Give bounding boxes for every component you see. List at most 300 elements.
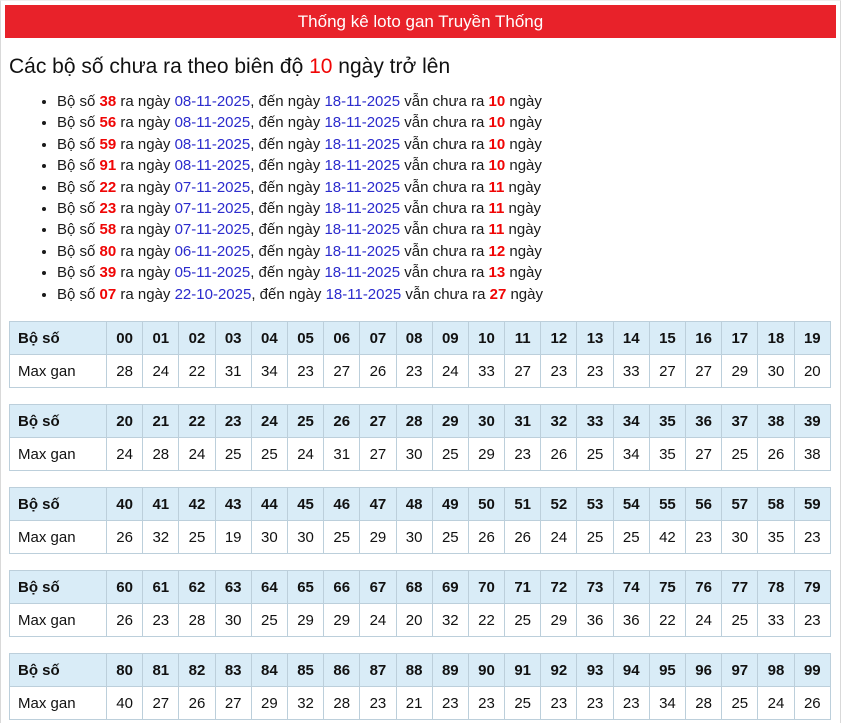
bo-so-cell-68: 68 — [396, 571, 432, 604]
gan-item-ra-ngay-label: ra ngày — [116, 157, 175, 175]
gan-item-prefix: Bộ số — [57, 135, 100, 153]
gan-item-days: 13 — [488, 264, 506, 282]
max-gan-value-38: 26 — [758, 438, 794, 471]
max-gan-value-19: 20 — [794, 355, 830, 388]
max-gan-value-09: 24 — [432, 355, 468, 388]
max-gan-value-98: 24 — [758, 687, 794, 720]
gan-item-number: 39 — [99, 264, 117, 282]
max-gan-value-91: 25 — [505, 687, 541, 720]
bo-so-cell-15: 15 — [649, 322, 685, 355]
intro-heading — [9, 54, 836, 80]
bo-so-cell-06: 06 — [324, 322, 360, 355]
gan-list-item — [57, 219, 836, 240]
max-gan-value-26: 31 — [324, 438, 360, 471]
bo-so-cell-01: 01 — [143, 322, 179, 355]
intro-suffix: ngày trở lên — [332, 55, 451, 78]
bo-so-cell-92: 92 — [541, 654, 577, 687]
gan-item-suffix: ngày — [506, 285, 543, 303]
max-gan-value-44: 30 — [251, 521, 287, 554]
gan-item-den-ngay-label: , đến ngày — [250, 114, 325, 132]
bo-so-cell-61: 61 — [143, 571, 179, 604]
gan-item-van-chua-ra-label: vẫn chưa ra — [401, 285, 490, 303]
bo-so-cell-55: 55 — [649, 488, 685, 521]
max-gan-row-label: Max gan — [10, 355, 107, 388]
max-gan-table-60-79 — [9, 570, 831, 637]
gan-item-prefix: Bộ số — [57, 93, 100, 110]
bo-so-cell-14: 14 — [613, 322, 649, 355]
max-gan-value-43: 19 — [215, 521, 251, 554]
gan-item-prefix: Bộ số — [57, 178, 100, 196]
bo-so-cell-31: 31 — [505, 405, 541, 438]
bo-so-cell-12: 12 — [541, 322, 577, 355]
bo-so-cell-21: 21 — [143, 405, 179, 438]
max-gan-value-88: 21 — [396, 687, 432, 720]
bo-so-cell-19: 19 — [794, 322, 830, 355]
intro-threshold: 10 — [309, 55, 333, 78]
bo-so-cell-78: 78 — [758, 571, 794, 604]
gan-item-ra-ngay-label: ra ngày — [116, 178, 175, 196]
max-gan-value-27: 27 — [360, 438, 396, 471]
bo-so-cell-00: 00 — [107, 322, 143, 355]
gan-item-from-date: 07-11-2025 — [174, 221, 251, 239]
max-gan-value-59: 23 — [794, 521, 830, 554]
max-gan-value-84: 29 — [251, 687, 287, 720]
max-gan-value-77: 25 — [722, 604, 758, 637]
gan-item-van-chua-ra-label: vẫn chưa ra — [400, 221, 489, 239]
bo-so-cell-24: 24 — [251, 405, 287, 438]
gan-item-van-chua-ra-label: vẫn chưa ra — [400, 114, 489, 132]
gan-item-from-date: 08-11-2025 — [174, 157, 251, 175]
max-gan-value-74: 36 — [613, 604, 649, 637]
max-gan-value-25: 24 — [287, 438, 323, 471]
max-gan-value-53: 25 — [577, 521, 613, 554]
bo-so-cell-83: 83 — [215, 654, 251, 687]
max-gan-value-69: 32 — [432, 604, 468, 637]
bo-so-cell-60: 60 — [107, 571, 143, 604]
max-gan-value-01: 24 — [143, 355, 179, 388]
max-gan-value-94: 23 — [613, 687, 649, 720]
gan-list-item — [57, 177, 836, 198]
max-gan-value-70: 22 — [468, 604, 504, 637]
bo-so-cell-38: 38 — [758, 405, 794, 438]
gan-item-days: 10 — [488, 135, 506, 153]
max-gan-value-99: 26 — [794, 687, 830, 720]
gan-item-to-date: 18-11-2025 — [324, 114, 401, 132]
gan-item-prefix: Bộ số — [57, 157, 100, 175]
max-gan-table-00-19 — [9, 321, 831, 388]
max-gan-value-92: 23 — [541, 687, 577, 720]
max-gan-value-35: 35 — [649, 438, 685, 471]
max-gan-value-13: 23 — [577, 355, 613, 388]
bo-so-cell-98: 98 — [758, 654, 794, 687]
gan-list-item — [57, 112, 836, 133]
max-gan-value-47: 29 — [360, 521, 396, 554]
bo-so-cell-48: 48 — [396, 488, 432, 521]
gan-item-from-date: 22-10-2025 — [174, 285, 252, 303]
page-title: Thống kê loto gan Truyền Thống — [297, 12, 544, 31]
bo-so-cell-09: 09 — [432, 322, 468, 355]
bo-so-cell-08: 08 — [396, 322, 432, 355]
gan-item-days: 10 — [488, 93, 506, 110]
gan-item-number: 80 — [99, 242, 117, 260]
bo-so-cell-36: 36 — [686, 405, 722, 438]
bo-so-cell-46: 46 — [324, 488, 360, 521]
max-gan-value-54: 25 — [613, 521, 649, 554]
gan-item-to-date: 18-11-2025 — [324, 242, 401, 260]
max-gan-value-45: 30 — [287, 521, 323, 554]
max-gan-value-04: 34 — [251, 355, 287, 388]
gan-item-from-date: 08-11-2025 — [174, 135, 251, 153]
max-gan-value-48: 30 — [396, 521, 432, 554]
max-gan-value-12: 23 — [541, 355, 577, 388]
max-gan-value-75: 22 — [649, 604, 685, 637]
bo-so-cell-25: 25 — [287, 405, 323, 438]
gan-item-number: 58 — [99, 221, 117, 239]
bo-so-header-label: Bộ số — [10, 322, 107, 355]
bo-so-header-label: Bộ số — [10, 405, 107, 438]
max-gan-value-03: 31 — [215, 355, 251, 388]
bo-so-header-row — [10, 571, 831, 604]
max-gan-value-76: 24 — [686, 604, 722, 637]
gan-item-van-chua-ra-label: vẫn chưa ra — [400, 157, 489, 175]
max-gan-tables — [5, 321, 836, 720]
bo-so-cell-17: 17 — [722, 322, 758, 355]
max-gan-value-42: 25 — [179, 521, 215, 554]
bo-so-header-row — [10, 488, 831, 521]
bo-so-cell-42: 42 — [179, 488, 215, 521]
gan-item-ra-ngay-label: ra ngày — [116, 242, 175, 260]
gan-item-van-chua-ra-label: vẫn chưa ra — [400, 264, 489, 282]
max-gan-value-64: 25 — [251, 604, 287, 637]
max-gan-value-78: 33 — [758, 604, 794, 637]
bo-so-cell-67: 67 — [360, 571, 396, 604]
gan-item-to-date: 18-11-2025 — [324, 221, 401, 239]
bo-so-cell-23: 23 — [215, 405, 251, 438]
max-gan-value-73: 36 — [577, 604, 613, 637]
max-gan-value-79: 23 — [794, 604, 830, 637]
max-gan-value-58: 35 — [758, 521, 794, 554]
max-gan-value-17: 29 — [722, 355, 758, 388]
gan-item-days: 27 — [489, 285, 507, 303]
bo-so-cell-44: 44 — [251, 488, 287, 521]
max-gan-value-14: 33 — [613, 355, 649, 388]
bo-so-cell-10: 10 — [468, 322, 504, 355]
max-gan-value-67: 24 — [360, 604, 396, 637]
bo-so-cell-64: 64 — [251, 571, 287, 604]
gan-item-den-ngay-label: , đến ngày — [250, 221, 325, 239]
max-gan-value-16: 27 — [686, 355, 722, 388]
gan-item-to-date: 18-11-2025 — [324, 264, 401, 282]
max-gan-value-50: 26 — [468, 521, 504, 554]
bo-so-cell-93: 93 — [577, 654, 613, 687]
max-gan-value-82: 26 — [179, 687, 215, 720]
bo-so-cell-89: 89 — [432, 654, 468, 687]
gan-item-van-chua-ra-label: vẫn chưa ra — [400, 200, 489, 218]
bo-so-cell-03: 03 — [215, 322, 251, 355]
max-gan-value-row — [10, 604, 831, 637]
gan-item-suffix: ngày — [504, 200, 542, 218]
gan-list-item — [57, 284, 836, 305]
max-gan-value-40: 26 — [107, 521, 143, 554]
bo-so-cell-82: 82 — [179, 654, 215, 687]
gan-item-ra-ngay-label: ra ngày — [116, 93, 175, 110]
max-gan-value-72: 29 — [541, 604, 577, 637]
bo-so-cell-76: 76 — [686, 571, 722, 604]
max-gan-table-40-59 — [9, 487, 831, 554]
bo-so-header-label: Bộ số — [10, 654, 107, 687]
max-gan-value-02: 22 — [179, 355, 215, 388]
gan-item-days: 10 — [488, 157, 506, 175]
max-gan-value-83: 27 — [215, 687, 251, 720]
max-gan-value-56: 23 — [686, 521, 722, 554]
bo-so-cell-53: 53 — [577, 488, 613, 521]
bo-so-cell-52: 52 — [541, 488, 577, 521]
max-gan-value-90: 23 — [468, 687, 504, 720]
gan-item-number: 91 — [99, 157, 117, 175]
gan-item-den-ngay-label: , đến ngày — [250, 200, 325, 218]
max-gan-value-46: 25 — [324, 521, 360, 554]
bo-so-cell-02: 02 — [179, 322, 215, 355]
gan-item-van-chua-ra-label: vẫn chưa ra — [400, 242, 489, 260]
gan-item-prefix: Bộ số — [57, 200, 100, 218]
gan-item-suffix: ngày — [505, 242, 542, 260]
gan-item-from-date: 08-11-2025 — [174, 93, 251, 110]
gan-item-to-date: 18-11-2025 — [324, 178, 401, 196]
gan-item-days: 11 — [488, 178, 505, 196]
max-gan-row-label: Max gan — [10, 521, 107, 554]
max-gan-value-63: 30 — [215, 604, 251, 637]
bo-so-cell-40: 40 — [107, 488, 143, 521]
max-gan-value-20: 24 — [107, 438, 143, 471]
bo-so-cell-91: 91 — [505, 654, 541, 687]
bo-so-cell-54: 54 — [613, 488, 649, 521]
max-gan-value-row — [10, 521, 831, 554]
bo-so-cell-32: 32 — [541, 405, 577, 438]
max-gan-row-label: Max gan — [10, 604, 107, 637]
bo-so-cell-86: 86 — [324, 654, 360, 687]
bo-so-cell-57: 57 — [722, 488, 758, 521]
max-gan-value-31: 23 — [505, 438, 541, 471]
max-gan-value-85: 32 — [287, 687, 323, 720]
max-gan-value-36: 27 — [686, 438, 722, 471]
max-gan-value-93: 23 — [577, 687, 613, 720]
bo-so-cell-29: 29 — [432, 405, 468, 438]
max-gan-row-label: Max gan — [10, 438, 107, 471]
gan-item-ra-ngay-label: ra ngày — [116, 264, 175, 282]
max-gan-value-30: 29 — [468, 438, 504, 471]
max-gan-value-34: 34 — [613, 438, 649, 471]
max-gan-value-87: 23 — [360, 687, 396, 720]
max-gan-value-41: 32 — [143, 521, 179, 554]
gan-item-to-date: 18-11-2025 — [325, 285, 402, 303]
gan-list-item — [57, 241, 836, 262]
gan-item-den-ngay-label: , đến ngày — [251, 285, 326, 303]
max-gan-value-51: 26 — [505, 521, 541, 554]
bo-so-cell-73: 73 — [577, 571, 613, 604]
gan-item-suffix: ngày — [504, 178, 542, 196]
gan-item-den-ngay-label: , đến ngày — [250, 135, 325, 153]
gan-item-ra-ngay-label: ra ngày — [116, 221, 175, 239]
bo-so-cell-97: 97 — [722, 654, 758, 687]
max-gan-value-23: 25 — [215, 438, 251, 471]
bo-so-header-label: Bộ số — [10, 488, 107, 521]
gan-item-ra-ngay-label: ra ngày — [116, 114, 175, 132]
gan-item-den-ngay-label: , đến ngày — [250, 242, 325, 260]
gan-list-item — [57, 134, 836, 155]
bo-so-cell-13: 13 — [577, 322, 613, 355]
max-gan-value-22: 24 — [179, 438, 215, 471]
max-gan-value-52: 24 — [541, 521, 577, 554]
max-gan-value-55: 42 — [649, 521, 685, 554]
max-gan-value-15: 27 — [649, 355, 685, 388]
gan-item-den-ngay-label: , đến ngày — [250, 93, 325, 110]
gan-item-to-date: 18-11-2025 — [324, 93, 401, 110]
gan-item-suffix: ngày — [505, 114, 542, 132]
max-gan-value-00: 28 — [107, 355, 143, 388]
gan-item-days: 10 — [488, 114, 506, 132]
bo-so-cell-28: 28 — [396, 405, 432, 438]
bo-so-cell-94: 94 — [613, 654, 649, 687]
gan-item-prefix: Bộ số — [57, 264, 100, 282]
gan-item-from-date: 08-11-2025 — [174, 114, 251, 132]
max-gan-value-18: 30 — [758, 355, 794, 388]
gan-item-suffix: ngày — [504, 221, 542, 239]
gan-item-from-date: 05-11-2025 — [174, 264, 251, 282]
bo-so-header-row — [10, 405, 831, 438]
gan-list-item — [57, 198, 836, 219]
max-gan-value-71: 25 — [505, 604, 541, 637]
gan-item-prefix: Bộ số — [57, 221, 100, 239]
bo-so-cell-84: 84 — [251, 654, 287, 687]
bo-so-cell-87: 87 — [360, 654, 396, 687]
bo-so-cell-69: 69 — [432, 571, 468, 604]
bo-so-cell-41: 41 — [143, 488, 179, 521]
gan-item-den-ngay-label: , đến ngày — [250, 157, 325, 175]
gan-item-number: 56 — [99, 114, 117, 132]
max-gan-value-10: 33 — [468, 355, 504, 388]
bo-so-cell-63: 63 — [215, 571, 251, 604]
max-gan-value-81: 27 — [143, 687, 179, 720]
gan-item-ra-ngay-label: ra ngày — [116, 200, 175, 218]
bo-so-cell-66: 66 — [324, 571, 360, 604]
bo-so-cell-04: 04 — [251, 322, 287, 355]
bo-so-cell-90: 90 — [468, 654, 504, 687]
max-gan-value-07: 26 — [360, 355, 396, 388]
bo-so-cell-43: 43 — [215, 488, 251, 521]
gan-item-ra-ngay-label: ra ngày — [116, 285, 175, 303]
max-gan-value-11: 27 — [505, 355, 541, 388]
gan-item-from-date: 07-11-2025 — [174, 200, 251, 218]
max-gan-table-20-39 — [9, 404, 831, 471]
max-gan-value-row — [10, 687, 831, 720]
bo-so-cell-95: 95 — [649, 654, 685, 687]
max-gan-value-33: 25 — [577, 438, 613, 471]
intro-prefix: Các bộ số chưa ra theo biên độ — [9, 55, 310, 78]
max-gan-value-06: 27 — [324, 355, 360, 388]
bo-so-cell-05: 05 — [287, 322, 323, 355]
gan-item-suffix: ngày — [505, 157, 542, 175]
bo-so-cell-39: 39 — [794, 405, 830, 438]
bo-so-cell-30: 30 — [468, 405, 504, 438]
bo-so-cell-33: 33 — [577, 405, 613, 438]
max-gan-value-row — [10, 438, 831, 471]
gan-item-from-date: 07-11-2025 — [174, 178, 251, 196]
bo-so-cell-59: 59 — [794, 488, 830, 521]
max-gan-value-57: 30 — [722, 521, 758, 554]
bo-so-header-label: Bộ số — [10, 571, 107, 604]
max-gan-value-29: 25 — [432, 438, 468, 471]
bo-so-cell-77: 77 — [722, 571, 758, 604]
gan-item-suffix: ngày — [505, 93, 542, 110]
gan-item-number: 59 — [99, 135, 117, 153]
bo-so-cell-79: 79 — [794, 571, 830, 604]
bo-so-cell-20: 20 — [107, 405, 143, 438]
max-gan-value-24: 25 — [251, 438, 287, 471]
gan-item-number: 07 — [99, 285, 117, 303]
gan-item-van-chua-ra-label: vẫn chưa ra — [400, 93, 489, 110]
bo-so-cell-88: 88 — [396, 654, 432, 687]
gan-item-to-date: 18-11-2025 — [324, 135, 401, 153]
max-gan-value-61: 23 — [143, 604, 179, 637]
gan-item-prefix: Bộ số — [57, 114, 100, 132]
max-gan-value-68: 20 — [396, 604, 432, 637]
max-gan-table-80-99 — [9, 653, 831, 720]
max-gan-value-80: 40 — [107, 687, 143, 720]
max-gan-value-66: 29 — [324, 604, 360, 637]
max-gan-value-60: 26 — [107, 604, 143, 637]
bo-so-cell-50: 50 — [468, 488, 504, 521]
gan-item-suffix: ngày — [505, 264, 542, 282]
max-gan-value-37: 25 — [722, 438, 758, 471]
max-gan-value-21: 28 — [143, 438, 179, 471]
gan-item-prefix: Bộ số — [57, 242, 100, 260]
gan-item-number: 22 — [99, 178, 117, 196]
bo-so-cell-96: 96 — [686, 654, 722, 687]
max-gan-value-08: 23 — [396, 355, 432, 388]
gan-list-item — [57, 155, 836, 176]
max-gan-value-95: 34 — [649, 687, 685, 720]
bo-so-cell-65: 65 — [287, 571, 323, 604]
gan-item-van-chua-ra-label: vẫn chưa ra — [400, 178, 489, 196]
bo-so-cell-34: 34 — [613, 405, 649, 438]
gan-item-days: 12 — [488, 242, 506, 260]
bo-so-cell-80: 80 — [107, 654, 143, 687]
gan-list-item — [57, 91, 836, 112]
gan-item-days: 11 — [488, 221, 505, 239]
bo-so-cell-71: 71 — [505, 571, 541, 604]
gan-item-to-date: 18-11-2025 — [324, 157, 401, 175]
bo-so-cell-99: 99 — [794, 654, 830, 687]
gan-list-item — [57, 262, 836, 283]
bo-so-cell-72: 72 — [541, 571, 577, 604]
bo-so-cell-51: 51 — [505, 488, 541, 521]
max-gan-value-row — [10, 355, 831, 388]
max-gan-value-05: 23 — [287, 355, 323, 388]
gan-item-to-date: 18-11-2025 — [324, 200, 401, 218]
max-gan-row-label: Max gan — [10, 687, 107, 720]
max-gan-value-62: 28 — [179, 604, 215, 637]
gan-item-prefix: Bộ số — [57, 285, 100, 303]
max-gan-value-86: 28 — [324, 687, 360, 720]
bo-so-cell-70: 70 — [468, 571, 504, 604]
bo-so-cell-26: 26 — [324, 405, 360, 438]
bo-so-cell-56: 56 — [686, 488, 722, 521]
bo-so-cell-81: 81 — [143, 654, 179, 687]
bo-so-cell-58: 58 — [758, 488, 794, 521]
bo-so-cell-11: 11 — [505, 322, 541, 355]
gan-number-list — [5, 91, 836, 305]
bo-so-cell-45: 45 — [287, 488, 323, 521]
